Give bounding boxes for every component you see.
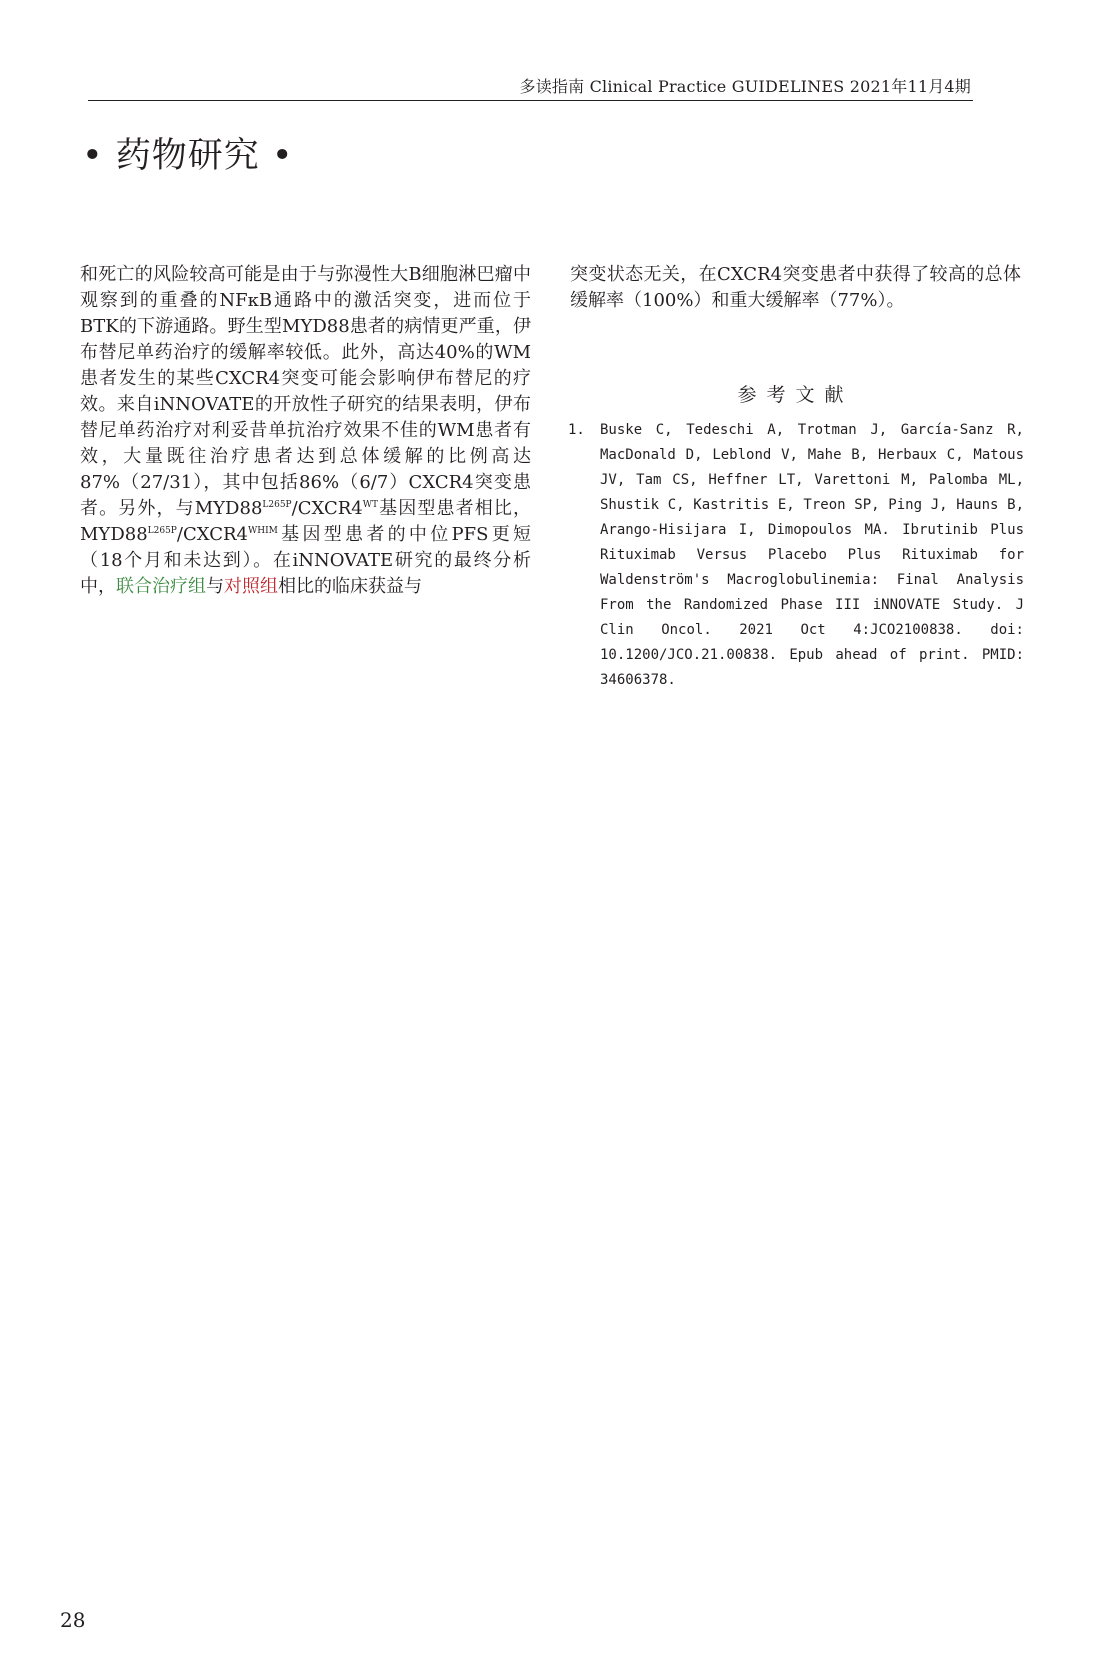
reference-number: 1. [568,422,585,438]
body-text-segment: 基因型患者的中位PFS更短（18个月和未达到）。在iNNOVATE研究的最终分析中， [80,524,531,597]
combination-group-highlight: 联合治疗组 [116,576,206,597]
superscript-genotype: WHIM [248,526,278,536]
body-text-segment: 基因型患者相比，MYD88 [80,498,532,545]
header-rule [88,100,973,101]
superscript-genotype: L265P [262,500,292,510]
body-text-segment: 与 [206,576,224,597]
section-title: • 药物研究 • [82,136,294,176]
body-text-right-column: 突变状态无关，在CXCR4突变患者中获得了较高的总体缓解率（100%）和重大缓解率（77%）。 [570,264,1021,311]
superscript-genotype: WT [362,500,379,510]
reference-list [568,418,1024,693]
body-text-left-column [80,262,531,600]
superscript-genotype: L265P [147,526,177,536]
reference-item [568,418,1024,693]
body-text-segment: 相比的临床获益与 [278,576,422,597]
reference-citation: Buske C, Tedeschi A, Trotman J, García-Sanz R, MacDonald D, Leblond V, Mahe B, Herbaux C, Matous JV, Tam CS, Heffner LT, Varettoni M, Palomba ML, Shustik C, Kastritis E, Treon SP, Ping J, Hauns B, Arango-Hisijara I, Dimopoulos MA. Ibrutinib Plus Rituximab Versus Placebo Plus Rituximab for Waldenström's Macroglobulinemia: Final Analysis From the Randomized Phase III iNNOVATE Study. J Clin Oncol. 2021 Oct 4:JCO2100838. doi: 10.1200/JCO.21.00838. Epub ahead of print. PMID: 34606378. [600,422,1024,688]
body-text-segment: /CXCR4 [176,524,248,545]
body-text-segment: /CXCR4 [291,498,363,519]
control-group-highlight: 对照组 [224,576,278,597]
running-header: 多读指南 Clinical Practice GUIDELINES 2021年11月4期 [519,77,971,96]
references-heading: 参考文献 [737,384,854,406]
page-number: 28 [60,1608,86,1632]
body-text-segment: 和死亡的风险较高可能是由于与弥漫性大B细胞淋巴瘤中观察到的重叠的NFκB通路中的激活突变，进而位于BTK的下游通路。野生型MYD88患者的病情更严重，伊布替尼单药治疗的缓解率较低。此外，高达40%的WM患者发生的某些CXCR4突变可能会影响伊布替尼的疗效。来自iNNOVATE的开放性子研究的结果表明，伊布替尼单药治疗对利妥昔单抗治疗效果不佳的WM患者有效，大量既往治疗患者达到总体缓解的比例高达87%（27/31），其中包括86%（6/7）CXCR4突变患者。另外，与MYD88 [80,264,531,519]
